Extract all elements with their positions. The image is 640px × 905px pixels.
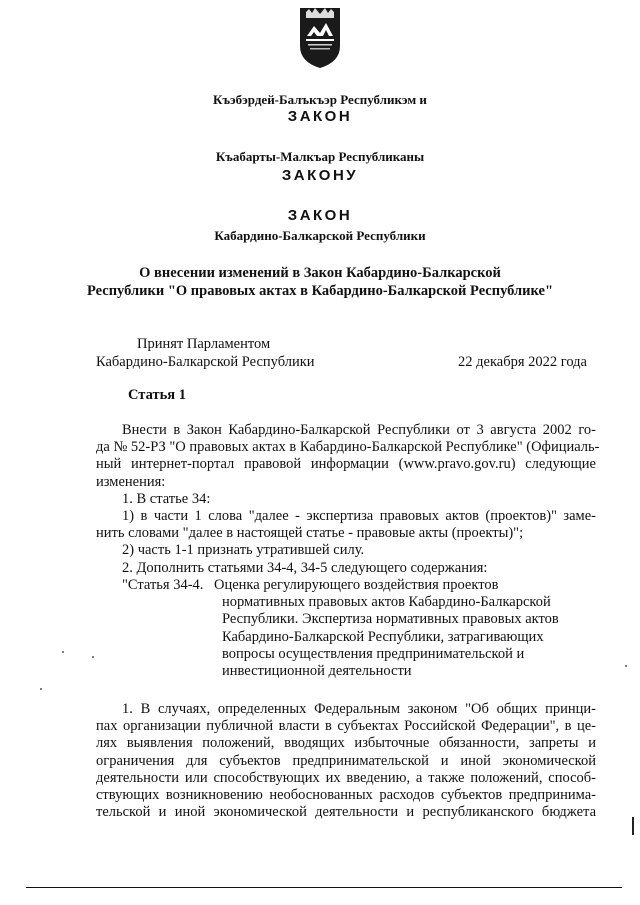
text-line: лях выявления положений, вводящих избыточные обязанности, запреты и (96, 735, 596, 752)
header-kabardian-line: Къэбэрдей-Балъкъэр Республикэм и (213, 92, 427, 107)
item-1: 1. В статье 34: (122, 491, 211, 507)
text-line: 1) в части 1 слова "далее - экспертиза правовых актов (проектов)" заме- (122, 508, 596, 524)
article-34-4-label: "Статья 34-4. (122, 577, 204, 593)
header-russian-law: ЗАКОН (287, 207, 353, 224)
text-line: Кабардино-Балкарской Республики, затрагивающих (222, 628, 544, 645)
text-line: инвестиционной деятельности (222, 663, 412, 680)
text-line: Оценка регулирующего воздействия проектов (214, 577, 499, 593)
footer-rule (26, 887, 622, 888)
article-34-4-title (214, 577, 602, 680)
text-line: Внести в Закон Кабардино-Балкарской Республики от 3 августа 2002 го- (122, 422, 596, 438)
law-title-line-2: Республики "О правовых актах в Кабардино-Балкарской Республике" (86, 283, 554, 299)
scan-mark-right (632, 817, 634, 835)
part-1-paragraph (96, 701, 596, 821)
item-1-2: 2) часть 1-1 признать утратившей силу. (122, 542, 365, 558)
scan-speck (92, 656, 94, 658)
text-line: ствующих возникновению необоснованных расходов субъектов предпринима- (96, 787, 596, 804)
coat-of-arms-emblem (297, 6, 343, 70)
text-line: изменения: (96, 473, 166, 490)
text-line: да № 52-РЗ "О правовых актах в Кабардино-Балкарской Республике" (Официаль- (96, 439, 600, 456)
adoption-line-1: Принят Парламентом (137, 336, 271, 352)
scan-speck (62, 651, 64, 653)
adoption-date: 22 декабря 2022 года (458, 354, 587, 370)
text-line: тельской и иной экономической деятельности и республиканского бюджета (96, 804, 596, 821)
text-line: нить словами "далее в настоящей статье - правовые акты (проекты)"; (96, 525, 524, 542)
adoption-line-2: Кабардино-Балкарской Республики (96, 354, 315, 370)
scan-speck (625, 665, 627, 667)
law-title-line-1: О внесении изменений в Закон Кабардино-Балкарской (139, 265, 501, 281)
text-line: нормативных правовых актов Кабардино-Балкарской (222, 594, 551, 611)
text-line: ограничения для субъектов предпринимательской и иной экономической (96, 752, 596, 769)
text-line: 1. В случаях, определенных Федеральным законом "Об общих принци- (122, 701, 596, 717)
article-1-heading: Статья 1 (128, 387, 186, 403)
text-line: Республики. Экспертиза нормативных правовых актов (222, 611, 559, 628)
header-balkar-line: Къабарты-Малкъар Республиканы (215, 149, 425, 164)
header-russian-line: Кабардино-Балкарской Республики (214, 228, 426, 243)
item-2: 2. Дополнить статьями 34-4, 34-5 следующего содержания: (122, 560, 488, 576)
header-kabardian-law: ЗАКОН (287, 108, 353, 125)
text-line: вопросы осуществления предпринимательской и (222, 645, 525, 662)
intro-paragraph (96, 422, 600, 491)
text-line: ный интернет-портал правовой информации (www.pravo.gov.ru) следующие (96, 456, 596, 473)
text-line: деятельности или способствующих их введению, а также положений, способ- (96, 769, 596, 786)
header-balkar-law: ЗАКОНУ (281, 167, 359, 184)
text-line: пах организации публичной власти в субъектах Российской Федерации", в це- (96, 718, 596, 735)
item-1-1 (96, 508, 596, 542)
scan-speck (40, 688, 42, 690)
